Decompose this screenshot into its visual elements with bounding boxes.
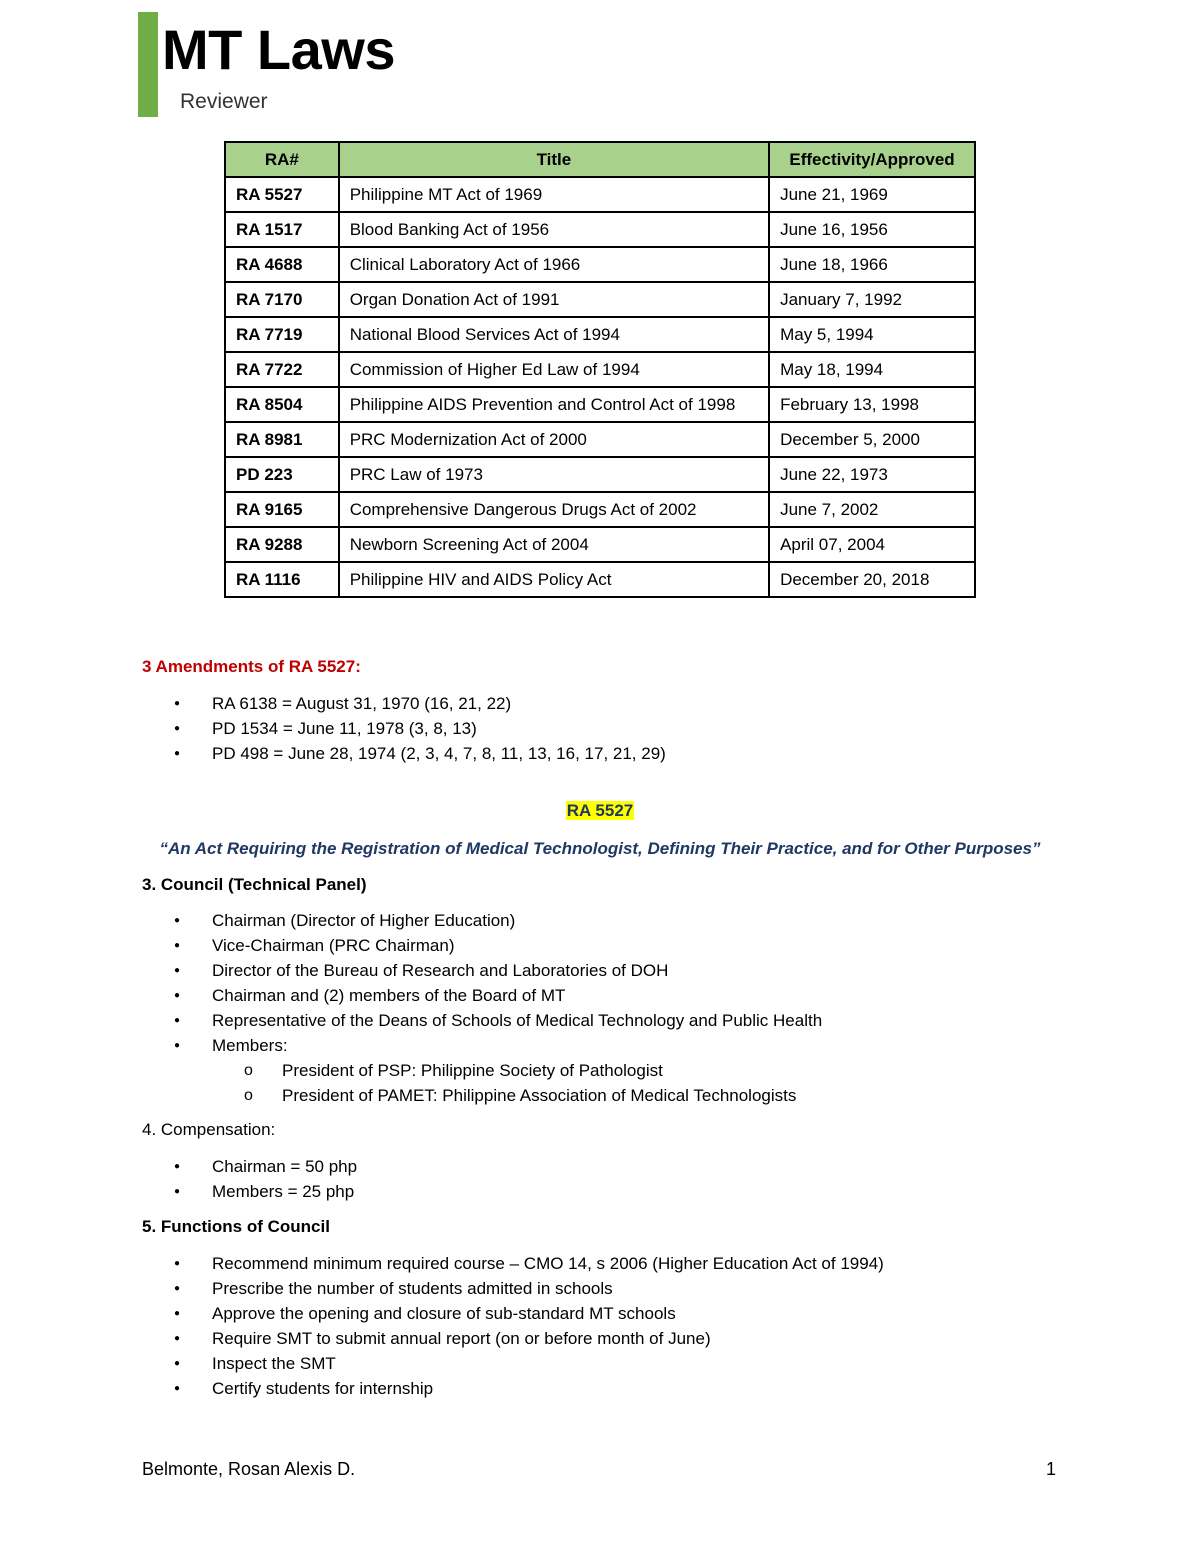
cell-title: Organ Donation Act of 1991 [339, 282, 769, 317]
list-item: ● PD 1534 = June 11, 1978 (3, 8, 13) [172, 716, 666, 741]
list-item: ● Approve the opening and closure of sub-standard MT schools [172, 1301, 884, 1326]
cell-date: June 18, 1966 [769, 247, 975, 282]
list-item: ● Members: [172, 1033, 822, 1058]
cell-date: June 22, 1973 [769, 457, 975, 492]
document-subtitle: Reviewer [180, 90, 268, 113]
council-members-sublist [172, 1058, 796, 1108]
cell-title: Philippine AIDS Prevention and Control Act of 1998 [339, 387, 769, 422]
council-heading: 3. Council (Technical Panel) [142, 875, 367, 894]
cell-title: Commission of Higher Ed Law of 1994 [339, 352, 769, 387]
cell-title: Comprehensive Dangerous Drugs Act of 2002 [339, 492, 769, 527]
cell-title: Newborn Screening Act of 2004 [339, 527, 769, 562]
table-row [225, 212, 975, 247]
cell-ra: RA 7722 [225, 352, 339, 387]
functions-list [172, 1251, 884, 1401]
table-row [225, 527, 975, 562]
list-item: ● RA 6138 = August 31, 1970 (16, 21, 22) [172, 691, 666, 716]
list-item: ● Require SMT to submit annual report (on or before month of June) [172, 1326, 884, 1351]
table-row [225, 177, 975, 212]
table-row [225, 492, 975, 527]
list-item: ● Prescribe the number of students admitted in schools [172, 1276, 884, 1301]
table-row [225, 317, 975, 352]
cell-ra: RA 9288 [225, 527, 339, 562]
footer-author: Belmonte, Rosan Alexis D. [142, 1459, 356, 1479]
cell-title: National Blood Services Act of 1994 [339, 317, 769, 352]
cell-date: February 13, 1998 [769, 387, 975, 422]
act-title: “An Act Requiring the Registration of Medical Technologist, Defining Their Practice, and for Other Purposes” [159, 839, 1041, 858]
table-row [225, 422, 975, 457]
cell-ra: RA 7719 [225, 317, 339, 352]
council-list [172, 908, 822, 1058]
table-row [225, 562, 975, 597]
cell-date: June 16, 1956 [769, 212, 975, 247]
list-item: ● Inspect the SMT [172, 1351, 884, 1376]
cell-ra: PD 223 [225, 457, 339, 492]
list-item: ● Director of the Bureau of Research and Laboratories of DOH [172, 958, 822, 983]
table-row [225, 457, 975, 492]
amendments-heading: 3 Amendments of RA 5527: [142, 657, 361, 676]
cell-date: December 20, 2018 [769, 562, 975, 597]
cell-date: June 21, 1969 [769, 177, 975, 212]
amendments-list [172, 691, 666, 766]
list-item: ● Members = 25 php [172, 1179, 357, 1204]
ra5527-label-row [0, 801, 1200, 821]
page-number: 1 [1046, 1459, 1057, 1479]
compensation-heading: 4. Compensation: [142, 1120, 276, 1139]
table-header-row [225, 142, 975, 177]
cell-date: May 18, 1994 [769, 352, 975, 387]
list-item: ● Chairman = 50 php [172, 1154, 357, 1179]
table-row [225, 387, 975, 422]
table-row [225, 247, 975, 282]
laws-table [224, 141, 976, 598]
cell-ra: RA 8504 [225, 387, 339, 422]
list-item: ● Recommend minimum required course – CMO 14, s 2006 (Higher Education Act of 1994) [172, 1251, 884, 1276]
list-item: ● Chairman and (2) members of the Board of MT [172, 983, 822, 1008]
cell-title: PRC Law of 1973 [339, 457, 769, 492]
cell-ra: RA 7170 [225, 282, 339, 317]
sub-list-item: o President of PAMET: Philippine Association of Medical Technologists [172, 1083, 796, 1108]
table-row [225, 282, 975, 317]
cell-ra: RA 9165 [225, 492, 339, 527]
cell-date: December 5, 2000 [769, 422, 975, 457]
header-accent-bar [138, 12, 158, 117]
cell-title: Philippine MT Act of 1969 [339, 177, 769, 212]
list-item: ● Representative of the Deans of Schools of Medical Technology and Public Health [172, 1008, 822, 1033]
cell-date: May 5, 1994 [769, 317, 975, 352]
ra5527-label: RA 5527 [566, 801, 634, 820]
cell-ra: RA 1116 [225, 562, 339, 597]
list-item: ● Vice-Chairman (PRC Chairman) [172, 933, 822, 958]
list-item: ● Certify students for internship [172, 1376, 884, 1401]
compensation-list [172, 1154, 357, 1204]
cell-title: Blood Banking Act of 1956 [339, 212, 769, 247]
cell-date: January 7, 1992 [769, 282, 975, 317]
cell-ra: RA 5527 [225, 177, 339, 212]
cell-ra: RA 4688 [225, 247, 339, 282]
document-title: MT Laws [162, 18, 395, 81]
cell-date: April 07, 2004 [769, 527, 975, 562]
cell-ra: RA 8981 [225, 422, 339, 457]
sub-list-item: o President of PSP: Philippine Society of Pathologist [172, 1058, 796, 1083]
list-item: ● PD 498 = June 28, 1974 (2, 3, 4, 7, 8, 11, 13, 16, 17, 21, 29) [172, 741, 666, 766]
cell-title: Clinical Laboratory Act of 1966 [339, 247, 769, 282]
cell-ra: RA 1517 [225, 212, 339, 247]
cell-date: June 7, 2002 [769, 492, 975, 527]
cell-title: PRC Modernization Act of 2000 [339, 422, 769, 457]
cell-title: Philippine HIV and AIDS Policy Act [339, 562, 769, 597]
functions-heading: 5. Functions of Council [142, 1217, 330, 1236]
table-row [225, 352, 975, 387]
column-header-ra: RA# [225, 142, 339, 177]
column-header-title: Title [339, 142, 769, 177]
list-item: ● Chairman (Director of Higher Education) [172, 908, 822, 933]
column-header-effectivity: Effectivity/Approved [769, 142, 975, 177]
